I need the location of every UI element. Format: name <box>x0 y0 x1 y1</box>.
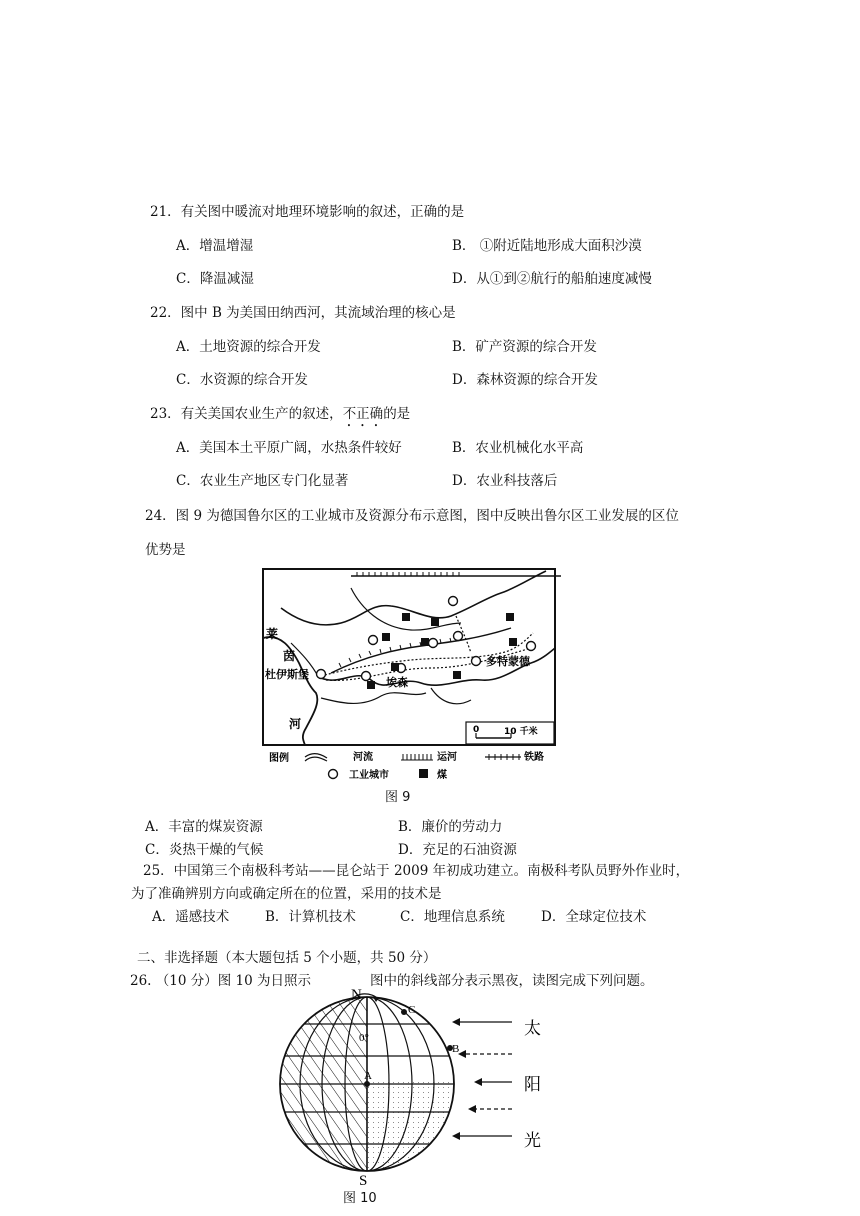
q23-stem <box>150 405 410 430</box>
q21-option-d: D．从①到②航行的船舶速度减慢 <box>452 271 652 287</box>
legend-city-symbol <box>329 770 338 779</box>
legend-title: 图例 <box>269 753 289 764</box>
section2-heading: 二、非选择题（本大题包括 5 个小题，共 50 分） <box>137 950 437 966</box>
q24-stem-line2: 优势是 <box>145 542 186 558</box>
q21-option-a: A．增温增湿 <box>176 238 254 254</box>
q25-option-d: D．全球定位技术 <box>541 909 647 925</box>
coal-marker <box>382 633 390 641</box>
city-marker <box>472 657 481 666</box>
legend-coal: 煤 <box>437 770 447 781</box>
city-marker <box>527 642 536 651</box>
q22-stem: 22．图中 B 为美国田纳西河，其流域治理的核心是 <box>150 305 456 321</box>
legend-railway: 铁路 <box>524 752 544 763</box>
legend-canal-symbol <box>401 754 433 760</box>
label-zero-meridian: 0° <box>359 1032 369 1044</box>
q24-option-d: D．充足的石油资源 <box>398 842 517 858</box>
q21-option-c: C．降温减湿 <box>176 271 254 287</box>
q24-option-c: C．炎热干燥的气候 <box>145 842 264 858</box>
label-south: S <box>359 1173 368 1186</box>
legend-railway-symbol <box>485 754 521 760</box>
q23-option-c: C．农业生产地区专门化显著 <box>176 473 349 489</box>
coal-marker <box>402 613 410 621</box>
stippled-area <box>367 1081 462 1181</box>
city-marker <box>449 597 458 606</box>
city-marker <box>369 636 378 645</box>
label-sun-2: 阳 <box>524 1075 541 1095</box>
legend-city: 工业城市 <box>349 770 389 781</box>
scale-ten-km: 10 千米 <box>504 727 538 737</box>
coal-marker <box>506 613 514 621</box>
label-rhine-2: 茵 <box>283 649 296 663</box>
scale-zero: 0 <box>473 725 480 735</box>
figure10-caption: 图 10 <box>343 1191 377 1206</box>
legend-river: 河流 <box>353 752 373 763</box>
label-sun-3: 光 <box>524 1131 541 1151</box>
q22-option-b: B．矿产资源的综合开发 <box>452 339 597 355</box>
q25-option-c: C．地理信息系统 <box>400 909 505 925</box>
label-rhine-1: 莱 <box>266 627 279 641</box>
q23-stem-post: 的是 <box>383 406 411 422</box>
coal-marker <box>431 618 439 626</box>
label-point-c: C <box>408 1004 416 1016</box>
legend-river-symbol <box>305 754 327 761</box>
q23-option-a: A．美国本土平原广阔，水热条件较好 <box>176 440 402 456</box>
q24-option-b: B．廉价的劳动力 <box>398 819 503 835</box>
coal-marker <box>367 681 375 689</box>
label-north: N <box>351 987 362 1003</box>
label-duisburg: 杜伊斯堡 <box>265 668 309 681</box>
q22-option-a: A．土地资源的综合开发 <box>176 339 321 355</box>
coal-marker <box>453 671 461 679</box>
city-marker <box>317 670 326 679</box>
q23-stem-emphasis: 不正确 <box>342 406 384 422</box>
q25-option-b: B．计算机技术 <box>265 909 356 925</box>
label-essen: 埃森 <box>386 676 408 689</box>
q26-stem-part2: 图中的斜线部分表示黑夜，读图完成下列问题。 <box>370 973 654 989</box>
label-sun-1: 太 <box>524 1019 541 1039</box>
city-marker <box>454 632 463 641</box>
q23-option-d: D．农业科技落后 <box>452 473 558 489</box>
label-point-a: A <box>364 1070 372 1082</box>
coal-marker <box>391 663 399 671</box>
figure10-illumination-globe <box>272 986 562 1186</box>
q21-stem: 21．有关图中暖流对地理环境影响的叙述，正确的是 <box>150 204 465 220</box>
q25-stem-line2: 为了准确辨别方向或确定所在的位置，采用的技术是 <box>131 886 442 902</box>
figure9-ruhr-map <box>261 568 561 783</box>
point-c-marker <box>401 1009 407 1015</box>
coal-marker <box>509 638 517 646</box>
q22-option-d: D．森林资源的综合开发 <box>452 372 598 388</box>
figure9-caption: 图 9 <box>385 790 411 805</box>
legend-coal-symbol <box>419 769 428 778</box>
city-marker <box>362 672 371 681</box>
label-dortmund: 多特蒙德 <box>486 655 530 668</box>
city-marker <box>429 639 438 648</box>
q25-option-a: A．遥感技术 <box>152 909 230 925</box>
q23-option-b: B．农业机械化水平高 <box>452 440 584 456</box>
label-point-b: B <box>452 1043 460 1055</box>
legend-canal: 运河 <box>437 752 457 763</box>
q26-stem-part1: 26. （10 分）图 10 为日照示 <box>130 973 311 989</box>
coal-marker <box>421 638 429 646</box>
label-rhine-3: 河 <box>289 717 302 731</box>
q24-option-a: A．丰富的煤炭资源 <box>145 819 263 835</box>
q23-stem-pre: 23．有关美国农业生产的叙述， <box>150 406 343 422</box>
q22-option-c: C．水资源的综合开发 <box>176 372 308 388</box>
q24-stem-line1: 24．图 9 为德国鲁尔区的工业城市及资源分布示意图，图中反映出鲁尔区工业发展的区位 <box>145 508 679 524</box>
q21-option-b: B． ①附近陆地形成大面积沙漠 <box>452 238 642 254</box>
q25-stem-line1: 25．中国第三个南极科考站——昆仑站于 2009 年初成功建立。南极科考队员野外作业时， <box>143 863 690 879</box>
